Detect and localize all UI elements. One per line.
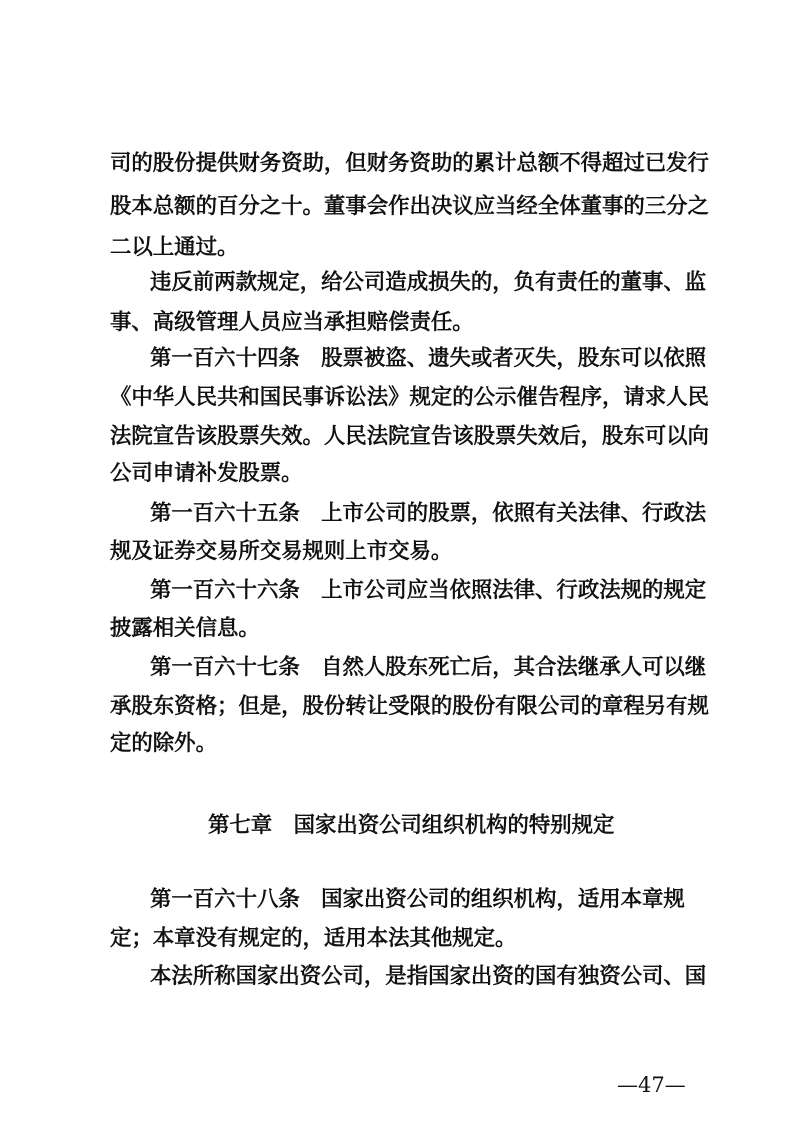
text-line: 司的股份提供财务资助，但财务资助的累计总额不得超过已发行 [110,151,709,176]
text-line: 第一百六十五条 上市公司的股票，依照有关法律、行政法 [150,501,707,526]
text-line: 承股东资格；但是，股份转让受限的股份有限公司的章程另有规 [110,694,709,719]
text-line: 第一百六十六条 上市公司应当依照法律、行政法规的规定 [150,578,707,603]
text-line: 第一百六十四条 股票被盗、遗失或者灭失，股东可以依照 [150,346,707,371]
text-line: 第一百六十七条 自然人股东死亡后，其合法继承人可以继 [150,655,707,680]
text-line: 违反前两款规定，给公司造成损失的，负有责任的董事、监 [150,270,707,295]
text-line: 披露相关信息。 [110,616,260,641]
chapter-heading: 第七章 国家出资公司组织机构的特别规定 [208,813,615,838]
text-line: 公司申请补发股票。 [110,461,303,486]
text-line: 第一百六十八条 国家出资公司的组织机构，适用本章规 [150,887,685,912]
text-line: 《中华人民共和国民事诉讼法》规定的公示催告程序，请求人民 [110,385,709,410]
text-line: 定；本章没有规定的，适用本法其他规定。 [110,926,517,951]
text-line: 股本总额的百分之十。董事会作出决议应当经全体董事的三分之 [110,194,709,219]
text-line: 定的除外。 [110,731,217,756]
text-line: 法院宣告该股票失效。人民法院宣告该股票失效后，股东可以向 [110,424,709,449]
text-line: 规及证券交易所交易规则上市交易。 [110,539,453,564]
text-line: 本法所称国家出资公司，是指国家出资的国有独资公司、国 [150,964,707,989]
text-line: 事、高级管理人员应当承担赔偿责任。 [110,310,474,335]
page-number: —47— [617,1073,686,1097]
text-line: 二以上通过。 [110,235,239,260]
